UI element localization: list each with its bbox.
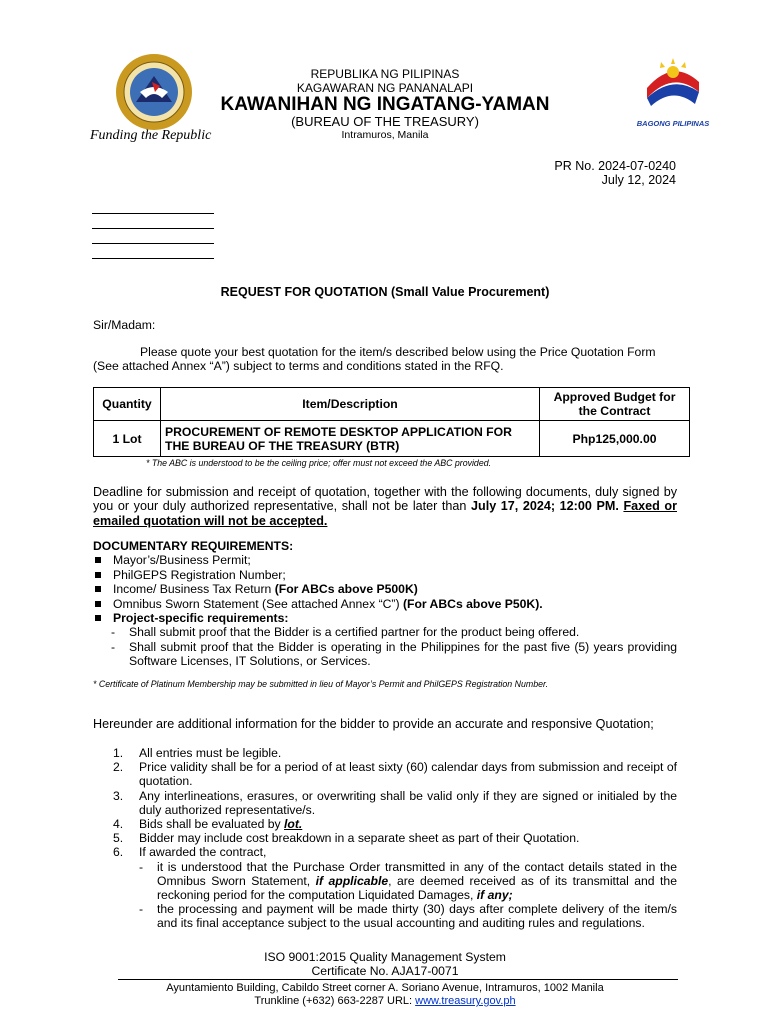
project-requirement: - Shall submit proof that the Bidder is operating in the Philippines for the past five (5) years providing Software Licenses, IT Solutions, or Services.: [111, 639, 677, 669]
address-line: [92, 243, 214, 244]
certificate-note: * Certificate of Platinum Membership may be submitted in lieu of Mayor’s Permit and PhilGEPS Registration Number.: [93, 679, 549, 689]
footer-divider: [118, 979, 678, 980]
header-quantity: Quantity: [94, 388, 161, 421]
deadline-text: Deadline for submission and receipt of quotation, together with the following documents, duly signed by you or your duly authorized representative, shall not be later than: [93, 485, 677, 514]
info-item: 4. Bids shall be evaluated by lot.: [113, 817, 303, 832]
intro-line-1: Please quote your best quotation for the item/s described below using the Price Quotation Form: [140, 345, 656, 359]
award-condition: - it is understood that the Purchase Order transmitted in any of the contact details stated in the Omnibus Sworn Statement, if applicable, are deemed received as of its transmittal and the reckoning period for the computation Liquidated Damages, if any;: [139, 859, 677, 903]
requirements-heading: DOCUMENTARY REQUIREMENTS:: [93, 539, 294, 553]
agency-tagline: Funding the Republic: [90, 128, 212, 143]
address-line: [92, 213, 214, 214]
requirement-item: Omnibus Sworn Statement (See attached Annex “C”) (For ABCs above P50K).: [93, 597, 677, 611]
row-abc: Php125,000.00: [540, 421, 690, 457]
info-item: 5. Bidder may include cost breakdown in a separate sheet as part of their Quotation.: [113, 831, 580, 846]
document-title: REQUEST FOR QUOTATION (Small Value Procurement): [220, 285, 550, 299]
info-item: 6. If awarded the contract,: [113, 845, 267, 860]
info-item: 3. Any interlineations, erasures, or overwriting shall be valid only if they are signed or initialed by the duly authorized representative/s.: [113, 788, 677, 817]
award-condition: - the processing and payment will be made thirty (30) days after complete delivery of the item/s and its final acceptance subject to the usual accounting and auditing rules and regulations.: [139, 902, 677, 931]
abc-note: * The ABC is understood to be the ceiling price; offer must not exceed the ABC provided.: [146, 458, 492, 468]
agency-address: Intramuros, Manila: [341, 129, 429, 141]
deadline-paragraph: [93, 485, 677, 528]
document-date: July 12, 2024: [601, 173, 676, 187]
agency-heading: KAWANIHAN NG INGATANG-YAMAN: [220, 94, 550, 115]
info-item: 1. All entries must be legible.: [113, 746, 282, 760]
header-abc: Approved Budget for the Contract: [540, 388, 690, 421]
documentary-requirements: [93, 539, 677, 669]
agency-english-heading: (BUREAU OF THE TREASURY): [291, 114, 479, 129]
treasury-seal: [92, 52, 212, 132]
address-line: [92, 228, 214, 229]
row-description: PROCUREMENT OF REMOTE DESKTOP APPLICATION FOR THE BUREAU OF THE TREASURY (BTR): [161, 421, 540, 457]
treasury-website-link[interactable]: www.treasury.gov.ph: [415, 995, 516, 1007]
row-quantity: 1 Lot: [94, 421, 161, 457]
deadline-date: July 17, 2024; 12:00 PM.: [471, 499, 619, 514]
certificate-number: Certificate No. AJA17-0071: [311, 964, 459, 978]
additional-intro: Hereunder are additional information for the bidder to provide an accurate and responsive Quotation;: [93, 717, 654, 731]
additional-info-list: [93, 746, 677, 931]
fax-email-warning: Faxed or emailed quotation will not be accepted.: [93, 499, 678, 528]
footer-address: Ayuntamiento Building, Cabildo Street corner A. Soriano Avenue, Intramuros, 1002 Manila: [166, 982, 604, 994]
table-row: [94, 421, 690, 457]
address-line: [92, 258, 214, 259]
intro-line-2: (See attached Annex “A”) subject to terms and conditions stated in the RFQ.: [93, 359, 504, 373]
requirement-item: Income/ Business Tax Return (For ABCs above P500K): [93, 582, 677, 596]
republic-heading: REPUBLIKA NG PILIPINAS: [310, 67, 460, 81]
project-requirement: - Shall submit proof that the Bidder is a certified partner for the product being offered.: [111, 625, 580, 640]
header-description: Item/Description: [161, 388, 540, 421]
quotation-table: [93, 387, 690, 457]
requirement-item: PhilGEPS Registration Number;: [93, 568, 677, 582]
iso-certification: ISO 9001:2015 Quality Management System: [264, 950, 506, 964]
department-heading: KAGAWARAN NG PANANALAPI: [296, 81, 474, 95]
pr-number: PR No. 2024-07-0240: [554, 159, 676, 173]
table-header-row: [94, 388, 690, 421]
bagong-pilipinas-text: BAGONG PILIPINAS: [636, 119, 710, 128]
footer-contact: Trunkline (+632) 663-2287 URL: www.treasury.gov.ph: [254, 995, 516, 1007]
requirement-item: Mayor’s/Business Permit;: [93, 553, 677, 567]
info-item: 2. Price validity shall be for a period of at least sixty (60) calendar days from submission and receipt of quotation.: [113, 760, 677, 789]
project-specific-heading: Project-specific requirements:: [93, 611, 677, 625]
salutation: Sir/Madam:: [93, 318, 156, 332]
